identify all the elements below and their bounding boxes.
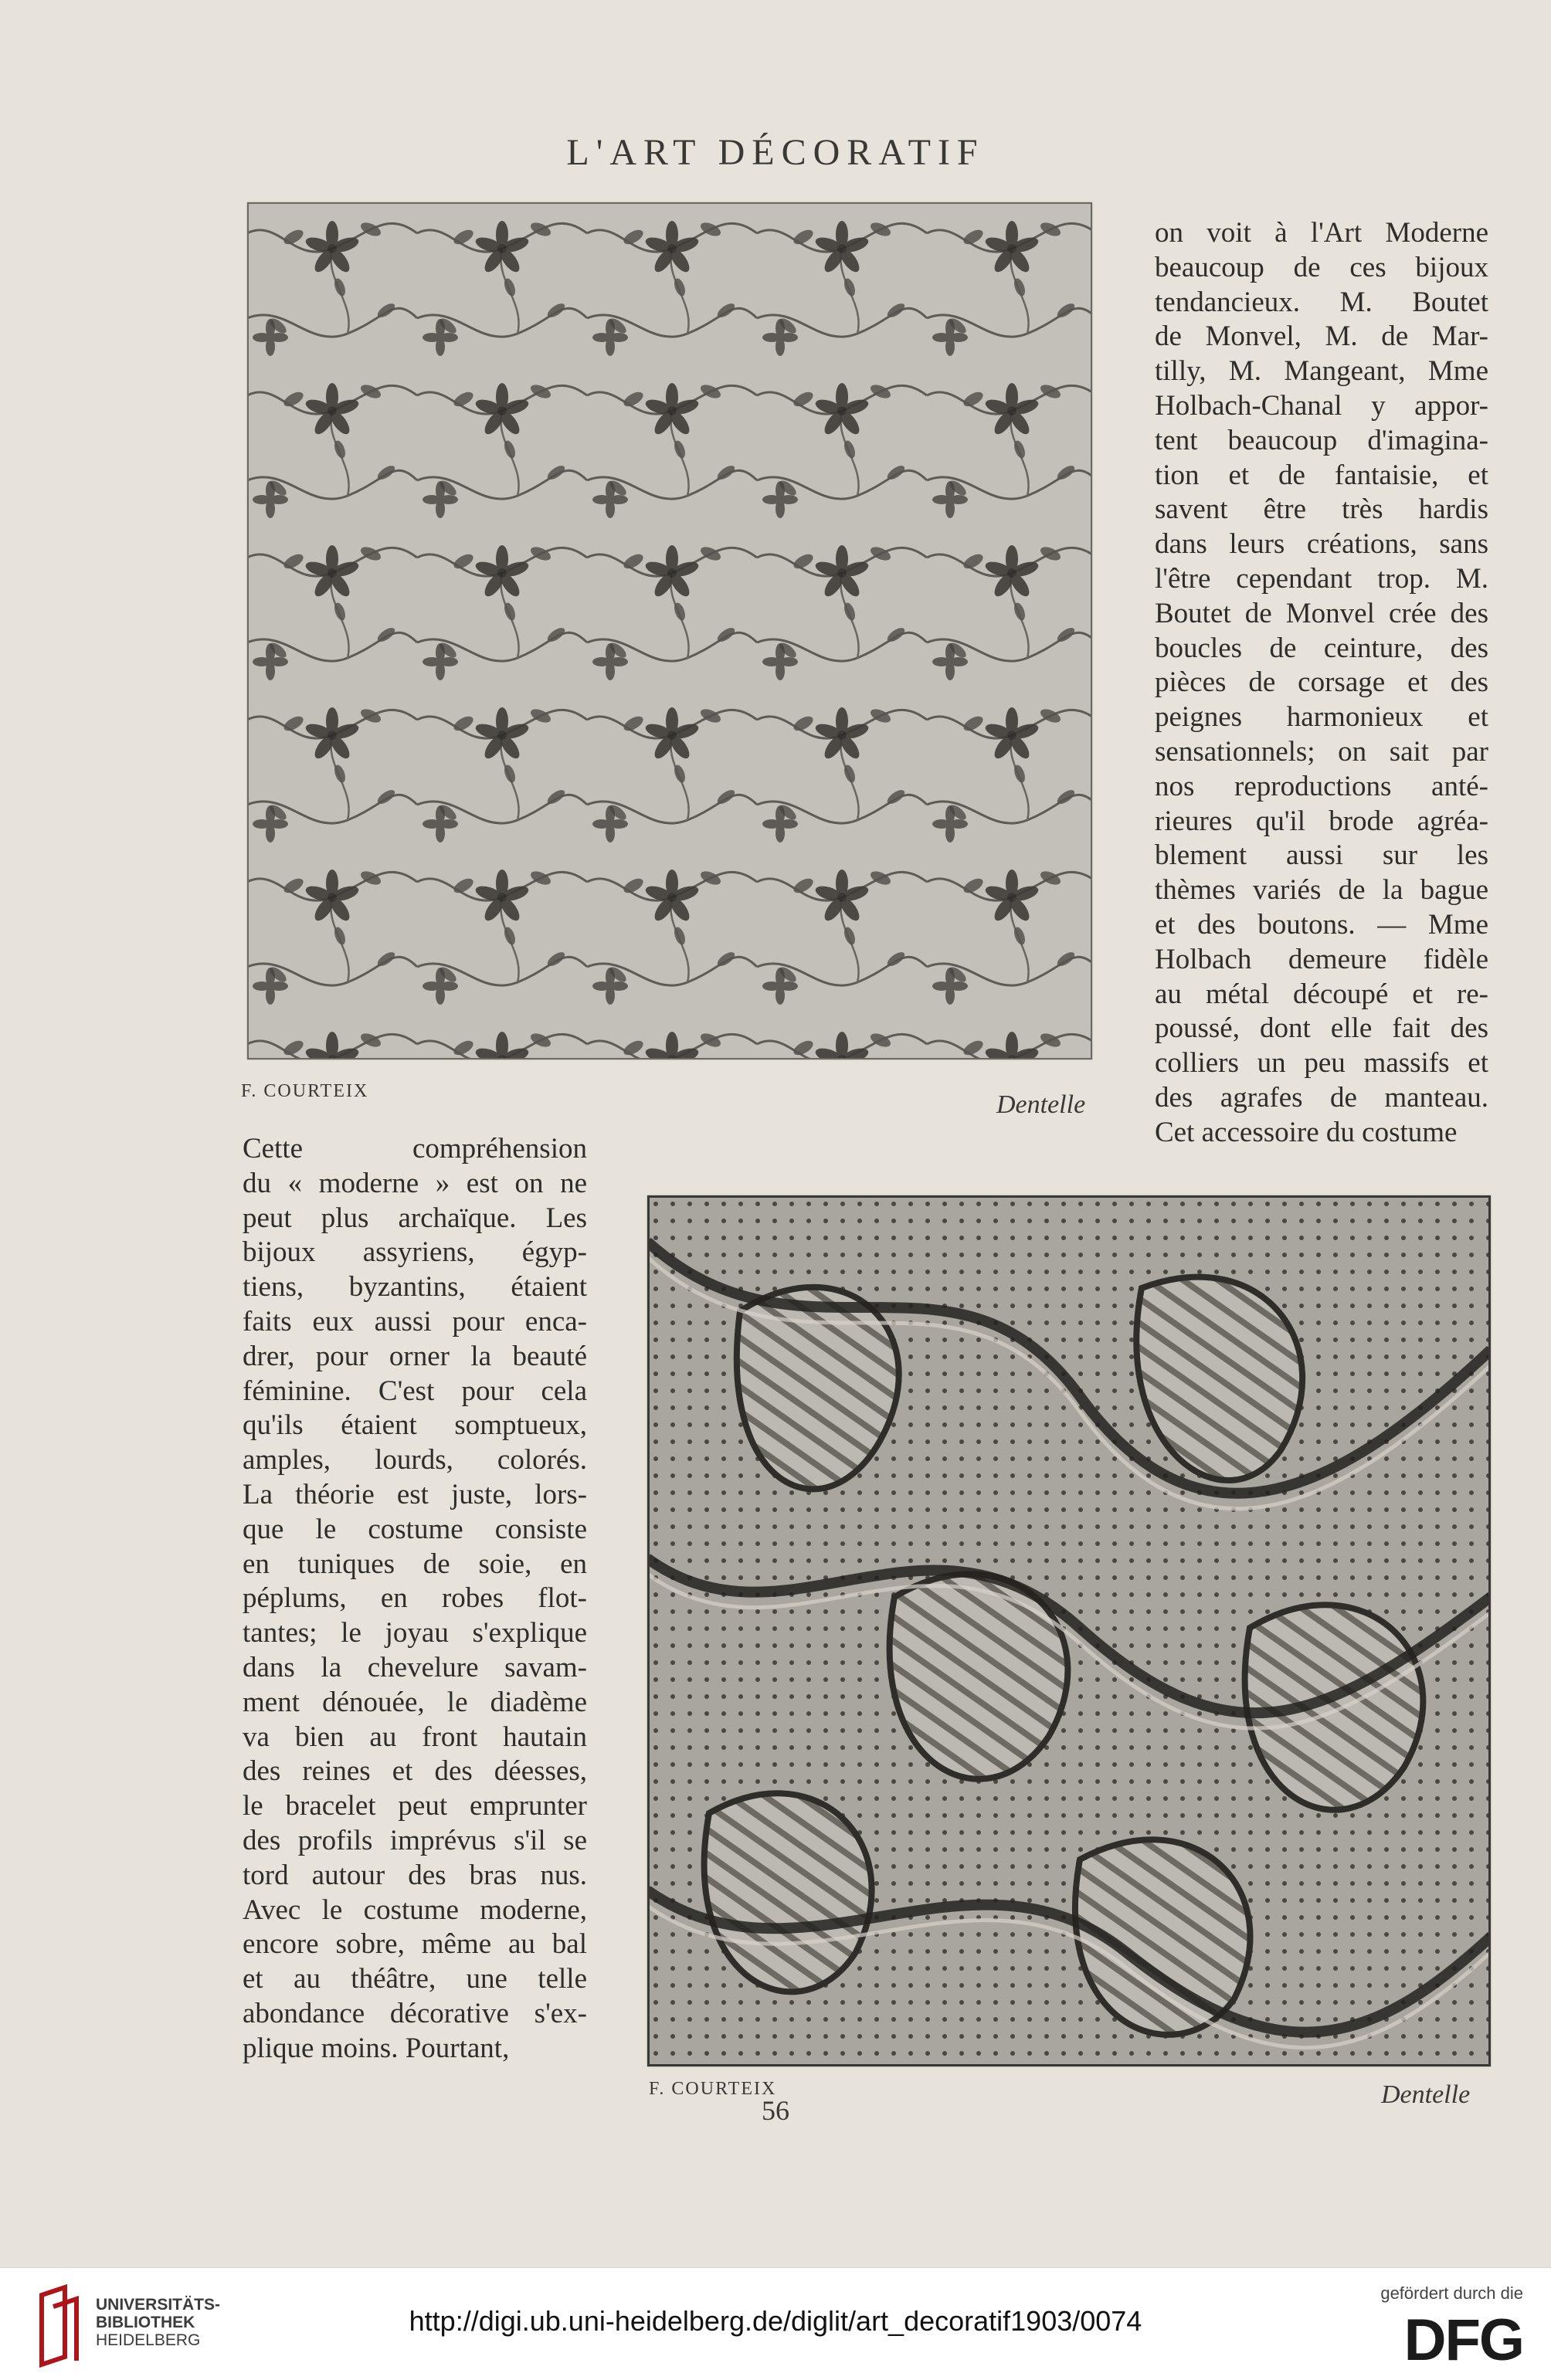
text-line: au métal découpé et re-	[1155, 978, 1488, 1010]
art-nouveau-lace-image	[647, 1195, 1491, 2066]
text-line: peut plus archaïque. Les	[243, 1202, 587, 1234]
plate-2-caption: Dentelle	[1381, 2080, 1471, 2109]
text-line: sensationnels; on sait par	[1155, 735, 1488, 768]
text-line: tiens, byzantins, étaient	[243, 1271, 587, 1304]
text-line: tantes; le joyau s'explique	[243, 1617, 587, 1649]
lace-plate-floral	[247, 202, 1092, 1059]
left-text-column	[243, 1132, 587, 2066]
text-line: poussé, dont elle fait des	[1155, 1012, 1488, 1045]
plate-1-caption: Dentelle	[996, 1090, 1086, 1119]
text-line: va bien au front hautain	[243, 1721, 587, 1753]
text-line: rieures qu'il brode agréa-	[1155, 805, 1488, 837]
text-line: dans la chevelure savam-	[243, 1651, 587, 1683]
text-line: on voit à l'Art Moderne	[1155, 217, 1488, 249]
text-line: faits eux aussi pour enca-	[243, 1305, 587, 1337]
funding-text: gefördert durch die	[1380, 2283, 1523, 2303]
page-number: 56	[762, 2095, 789, 2126]
text-line: du « moderne » est on ne	[243, 1167, 587, 1199]
text-line: amples, lourds, colorés.	[243, 1444, 587, 1476]
source-url-link[interactable]: http://digi.ub.uni-heidelberg.de/diglit/art_decoratif1903/0074	[409, 2305, 1142, 2337]
text-line: thèmes variés de la bague	[1155, 874, 1488, 907]
plate-2-credit: F. COURTEIX	[649, 2079, 777, 2099]
right-text-column	[1155, 216, 1488, 1151]
digitization-footer	[0, 2267, 1551, 2380]
text-line: Holbach-Chanal y appor-	[1155, 389, 1488, 422]
plate-1-credit: F. COURTEIX	[241, 1081, 369, 1101]
text-line: que le costume consiste	[243, 1513, 587, 1545]
text-line: peignes harmonieux et	[1155, 701, 1488, 734]
lace-plate-art-nouveau	[647, 1195, 1491, 2066]
text-line: Holbach demeure fidèle	[1155, 943, 1488, 975]
text-line: encore sobre, même au bal	[243, 1928, 587, 1961]
text-line: l'être cependant trop. M.	[1155, 562, 1488, 595]
text-line: blement aussi sur les	[1155, 839, 1488, 872]
text-line: tord autour des bras nus.	[243, 1859, 587, 1891]
institution-line: UNIVERSITÄTS-	[96, 2296, 221, 2314]
text-line: tendancieux. M. Boutet	[1155, 286, 1488, 318]
text-line: abondance décorative s'ex-	[243, 1997, 587, 2029]
text-line: et des boutons. — Mme	[1155, 908, 1488, 941]
text-line: des reines et des déesses,	[243, 1755, 587, 1788]
text-line: bijoux assyriens, égyp-	[243, 1236, 587, 1269]
text-line: Avec le costume moderne,	[243, 1893, 587, 1926]
text-line: péplums, en robes flot-	[243, 1582, 587, 1615]
running-title: L'ART DÉCORATIF	[566, 132, 985, 173]
text-line: drer, pour orner la beauté	[243, 1340, 587, 1372]
text-line: dans leurs créations, sans	[1155, 528, 1488, 561]
text-line: nos reproductions anté-	[1155, 770, 1488, 802]
text-line: La théorie est juste, lors-	[243, 1478, 587, 1510]
text-line: des agrafes de manteau.	[1155, 1081, 1488, 1114]
text-line: féminine. C'est pour cela	[243, 1375, 587, 1407]
text-line: en tuniques de soie, en	[243, 1548, 587, 1580]
text-line: tilly, M. Mangeant, Mme	[1155, 355, 1488, 388]
text-line: Cette compréhension	[243, 1133, 587, 1165]
text-line: savent être très hardis	[1155, 493, 1488, 526]
text-line: beaucoup de ces bijoux	[1155, 251, 1488, 283]
text-line: Boutet de Monvel crée des	[1155, 597, 1488, 629]
institution-line: BIBLIOTHEK	[96, 2314, 195, 2331]
text-line: le bracelet peut emprunter	[243, 1790, 587, 1822]
dfg-logo: DFG	[1403, 2307, 1523, 2373]
text-line: tent beaucoup d'imagina-	[1155, 424, 1488, 456]
text-line: ment dénouée, le diadème	[243, 1686, 587, 1718]
text-line: colliers un peu massifs et	[1155, 1047, 1488, 1080]
text-line: Cet accessoire du costume	[1155, 1116, 1458, 1148]
text-line: de Monvel, M. de Mar-	[1155, 320, 1488, 353]
institution-line: HEIDELBERG	[96, 2331, 201, 2349]
text-line: plique moins. Pourtant,	[243, 2032, 510, 2064]
text-line: et au théâtre, une telle	[243, 1963, 587, 1995]
text-line: tion et de fantaisie, et	[1155, 459, 1488, 491]
text-line: pièces de corsage et des	[1155, 666, 1488, 699]
floral-lace-image	[247, 202, 1092, 1059]
text-line: boucles de ceinture, des	[1155, 632, 1488, 664]
text-line: des profils imprévus s'il se	[243, 1824, 587, 1856]
text-line: qu'ils étaient somptueux,	[243, 1409, 587, 1442]
